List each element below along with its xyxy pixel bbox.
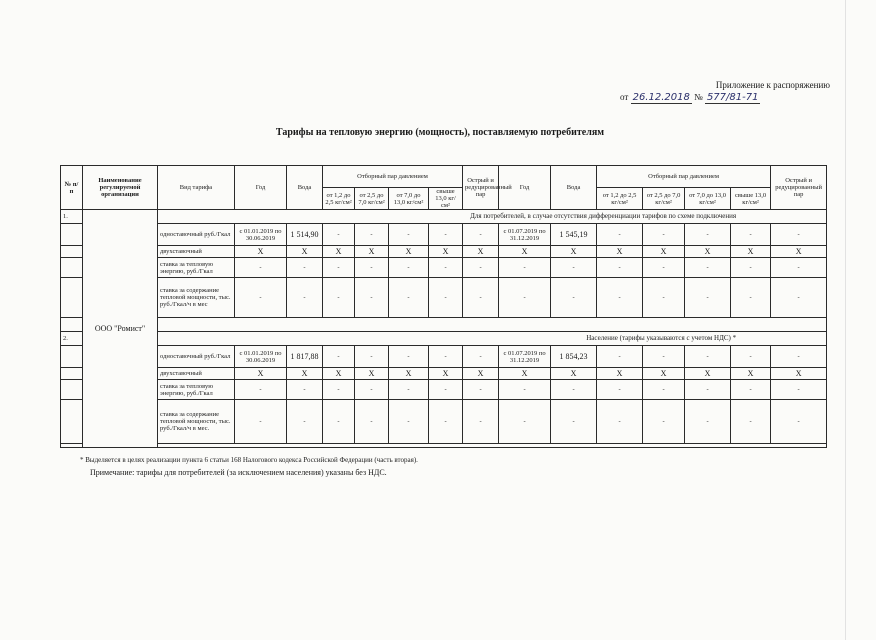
- cross-cell: Х: [597, 246, 643, 258]
- table-row: [61, 246, 827, 258]
- cross-cell: Х: [429, 246, 463, 258]
- subheader-3b: от 7,0 до 13,0 кг/см²: [685, 188, 731, 210]
- document-title: Тарифы на тепловую энергию (мощность), поставляемую потребителям: [275, 127, 605, 138]
- dash-cell: -: [499, 400, 551, 444]
- period-cell: с 01.01.2019 по 30.06.2019: [235, 224, 287, 246]
- row-label-double: двухставочный: [158, 246, 235, 258]
- cross-cell: Х: [389, 246, 429, 258]
- dash-cell: -: [551, 278, 597, 318]
- dash-cell: -: [355, 400, 389, 444]
- row-label-single: одноставочный руб./Гкал: [158, 346, 235, 368]
- appendix-heading: Приложение к распоряжению: [715, 80, 830, 90]
- water-value: 1 514,90: [287, 224, 323, 246]
- row-label-energy: ставка за тепловую энергию, руб./Гкал: [158, 380, 235, 400]
- table-row: [61, 258, 827, 278]
- table-row: [61, 224, 827, 246]
- dash-cell: -: [643, 278, 685, 318]
- dash-cell: -: [235, 380, 287, 400]
- dash-cell: -: [731, 346, 771, 368]
- dash-cell: -: [643, 400, 685, 444]
- cross-cell: Х: [287, 368, 323, 380]
- section-1-title: Для потребителей, в случае отсутствия дифференциации тарифов по схеме подключения: [158, 210, 827, 224]
- dash-cell: -: [771, 278, 827, 318]
- cross-cell: Х: [643, 368, 685, 380]
- period-cell: с 01.01.2019 по 30.06.2019: [235, 346, 287, 368]
- cross-cell: Х: [685, 246, 731, 258]
- subheader-2b: от 2,5 до 7,0 кг/см²: [643, 188, 685, 210]
- header-steam: Отборный пар давлением: [323, 166, 463, 188]
- dash-cell: -: [499, 380, 551, 400]
- dash-cell: -: [597, 400, 643, 444]
- cross-cell: Х: [235, 246, 287, 258]
- dash-cell: -: [771, 224, 827, 246]
- table-row: [61, 400, 827, 444]
- subheader-4: свыше 13,0 кг/см²: [429, 188, 463, 210]
- dash-cell: -: [355, 258, 389, 278]
- header-year: Год: [235, 166, 287, 210]
- dash-cell: -: [389, 224, 429, 246]
- dash-cell: -: [643, 224, 685, 246]
- cross-cell: Х: [771, 246, 827, 258]
- cross-cell: Х: [463, 246, 499, 258]
- cross-cell: Х: [499, 246, 551, 258]
- table-header-row: [61, 166, 827, 188]
- subheader-1b: от 1,2 до 2,5 кг/см²: [597, 188, 643, 210]
- header-org: Наименование регулируемой организации: [83, 166, 158, 210]
- dash-cell: -: [323, 278, 355, 318]
- order-reference: [620, 92, 830, 103]
- dash-cell: -: [597, 258, 643, 278]
- order-date: 26.12.2018: [632, 92, 690, 103]
- dash-cell: -: [643, 346, 685, 368]
- section-2-title: Население (тарифы указываются с учетом НДС) *: [158, 332, 827, 346]
- dash-cell: -: [355, 346, 389, 368]
- dash-cell: -: [685, 258, 731, 278]
- cross-cell: Х: [643, 246, 685, 258]
- table-row: [61, 346, 827, 368]
- dash-cell: -: [731, 380, 771, 400]
- cross-cell: Х: [685, 368, 731, 380]
- header-water-2: Вода: [551, 166, 597, 210]
- dash-cell: -: [771, 346, 827, 368]
- dash-cell: -: [355, 278, 389, 318]
- order-number-label: №: [694, 92, 703, 102]
- table-row: [61, 444, 827, 448]
- dash-cell: -: [731, 224, 771, 246]
- period-cell: с 01.07.2019 по 31.12.2019: [499, 224, 551, 246]
- dash-cell: -: [551, 400, 597, 444]
- dash-cell: -: [771, 380, 827, 400]
- scan-edge: [845, 0, 846, 640]
- header-num: № п/п: [61, 166, 83, 210]
- dash-cell: -: [463, 400, 499, 444]
- cross-cell: Х: [235, 368, 287, 380]
- dash-cell: -: [355, 380, 389, 400]
- cross-cell: Х: [731, 246, 771, 258]
- dash-cell: -: [685, 400, 731, 444]
- dash-cell: -: [463, 258, 499, 278]
- dash-cell: -: [771, 258, 827, 278]
- subheader-4b: свыше 13,0 кг/см²: [731, 188, 771, 210]
- dash-cell: -: [287, 258, 323, 278]
- dash-cell: -: [597, 346, 643, 368]
- dash-cell: -: [389, 346, 429, 368]
- cross-cell: Х: [429, 368, 463, 380]
- dash-cell: -: [287, 278, 323, 318]
- section-2-num: 2.: [61, 332, 83, 346]
- dash-cell: -: [429, 380, 463, 400]
- dash-cell: -: [731, 400, 771, 444]
- row-label-capacity: ставка за содержание тепловой мощности, тыс. руб./Гкал/ч в мес.: [158, 400, 235, 444]
- subheader-1: от 1,2 до 2,5 кг/см²: [323, 188, 355, 210]
- cross-cell: Х: [323, 246, 355, 258]
- row-label-double: двухставочный: [158, 368, 235, 380]
- dash-cell: -: [389, 258, 429, 278]
- dash-cell: -: [731, 278, 771, 318]
- dash-cell: -: [499, 258, 551, 278]
- header-type: Вид тарифа: [158, 166, 235, 210]
- table-row: [61, 380, 827, 400]
- dash-cell: -: [235, 400, 287, 444]
- dash-cell: -: [551, 380, 597, 400]
- cross-cell: Х: [355, 246, 389, 258]
- dash-cell: -: [463, 380, 499, 400]
- subheader-3: от 7,0 до 13,0 кг/см²: [389, 188, 429, 210]
- header-sharp-steam: Острый и редуцированный пар: [463, 166, 499, 210]
- subheader-2: от 2,5 до 7,0 кг/см²: [355, 188, 389, 210]
- header-sharp-steam-2: Острый и редуцированный пар: [771, 166, 827, 210]
- dash-cell: -: [389, 380, 429, 400]
- dash-cell: -: [643, 258, 685, 278]
- section-1-num: 1.: [61, 210, 83, 224]
- water-value: 1 854,23: [551, 346, 597, 368]
- dash-cell: -: [429, 346, 463, 368]
- dash-cell: -: [429, 400, 463, 444]
- dash-cell: -: [389, 278, 429, 318]
- water-value: 1 817,88: [287, 346, 323, 368]
- dash-cell: -: [463, 346, 499, 368]
- row-label-single: одноставочный руб./Гкал: [158, 224, 235, 246]
- dash-cell: -: [323, 400, 355, 444]
- table-row: [61, 278, 827, 318]
- table-row: [61, 318, 827, 332]
- dash-cell: -: [685, 224, 731, 246]
- dash-cell: -: [463, 224, 499, 246]
- row-label-energy: ставка за тепловую энергию, руб./Гкал: [158, 258, 235, 278]
- cross-cell: Х: [287, 246, 323, 258]
- vat-note: Примечание: тарифы для потребителей (за исключением населения) указаны без НДС.: [90, 468, 387, 477]
- dash-cell: -: [323, 346, 355, 368]
- cross-cell: Х: [355, 368, 389, 380]
- table-row: [61, 368, 827, 380]
- header-water: Вода: [287, 166, 323, 210]
- dash-cell: -: [389, 400, 429, 444]
- dash-cell: -: [597, 224, 643, 246]
- dash-cell: -: [731, 258, 771, 278]
- dash-cell: -: [463, 278, 499, 318]
- cross-cell: Х: [731, 368, 771, 380]
- order-date-prefix: от: [620, 92, 629, 102]
- vat-footnote: * Выделяется в целях реализации пункта 6 статьи 168 Налогового кодекса Российской Федерации (часть вторая).: [80, 456, 418, 464]
- dash-cell: -: [429, 258, 463, 278]
- dash-cell: -: [685, 278, 731, 318]
- cross-cell: Х: [463, 368, 499, 380]
- dash-cell: -: [323, 224, 355, 246]
- dash-cell: -: [323, 258, 355, 278]
- dash-cell: -: [551, 258, 597, 278]
- dash-cell: -: [499, 278, 551, 318]
- period-cell: с 01.07.2019 по 31.12.2019: [499, 346, 551, 368]
- dash-cell: -: [235, 258, 287, 278]
- dash-cell: -: [643, 380, 685, 400]
- row-label-capacity: ставка за содержание тепловой мощности, тыс. руб./Гкал/ч в мес: [158, 278, 235, 318]
- dash-cell: -: [429, 278, 463, 318]
- dash-cell: -: [597, 278, 643, 318]
- cross-cell: Х: [389, 368, 429, 380]
- organization-name: ООО "Ромист": [83, 210, 158, 448]
- cross-cell: Х: [597, 368, 643, 380]
- section-2-row: [61, 332, 827, 346]
- tariff-table: [60, 165, 827, 448]
- cross-cell: Х: [551, 246, 597, 258]
- dash-cell: -: [355, 224, 389, 246]
- header-year-2: Год: [499, 166, 551, 210]
- cross-cell: Х: [499, 368, 551, 380]
- section-1-row: [61, 210, 827, 224]
- dash-cell: -: [323, 380, 355, 400]
- dash-cell: -: [287, 380, 323, 400]
- cross-cell: Х: [551, 368, 597, 380]
- dash-cell: -: [287, 400, 323, 444]
- dash-cell: -: [235, 278, 287, 318]
- dash-cell: -: [685, 380, 731, 400]
- dash-cell: -: [597, 380, 643, 400]
- cross-cell: Х: [323, 368, 355, 380]
- header-steam-2: Отборный пар давлением: [597, 166, 771, 188]
- cross-cell: Х: [771, 368, 827, 380]
- order-number: 577/81-71: [706, 92, 759, 103]
- water-value: 1 545,19: [551, 224, 597, 246]
- dash-cell: -: [685, 346, 731, 368]
- dash-cell: -: [771, 400, 827, 444]
- dash-cell: -: [429, 224, 463, 246]
